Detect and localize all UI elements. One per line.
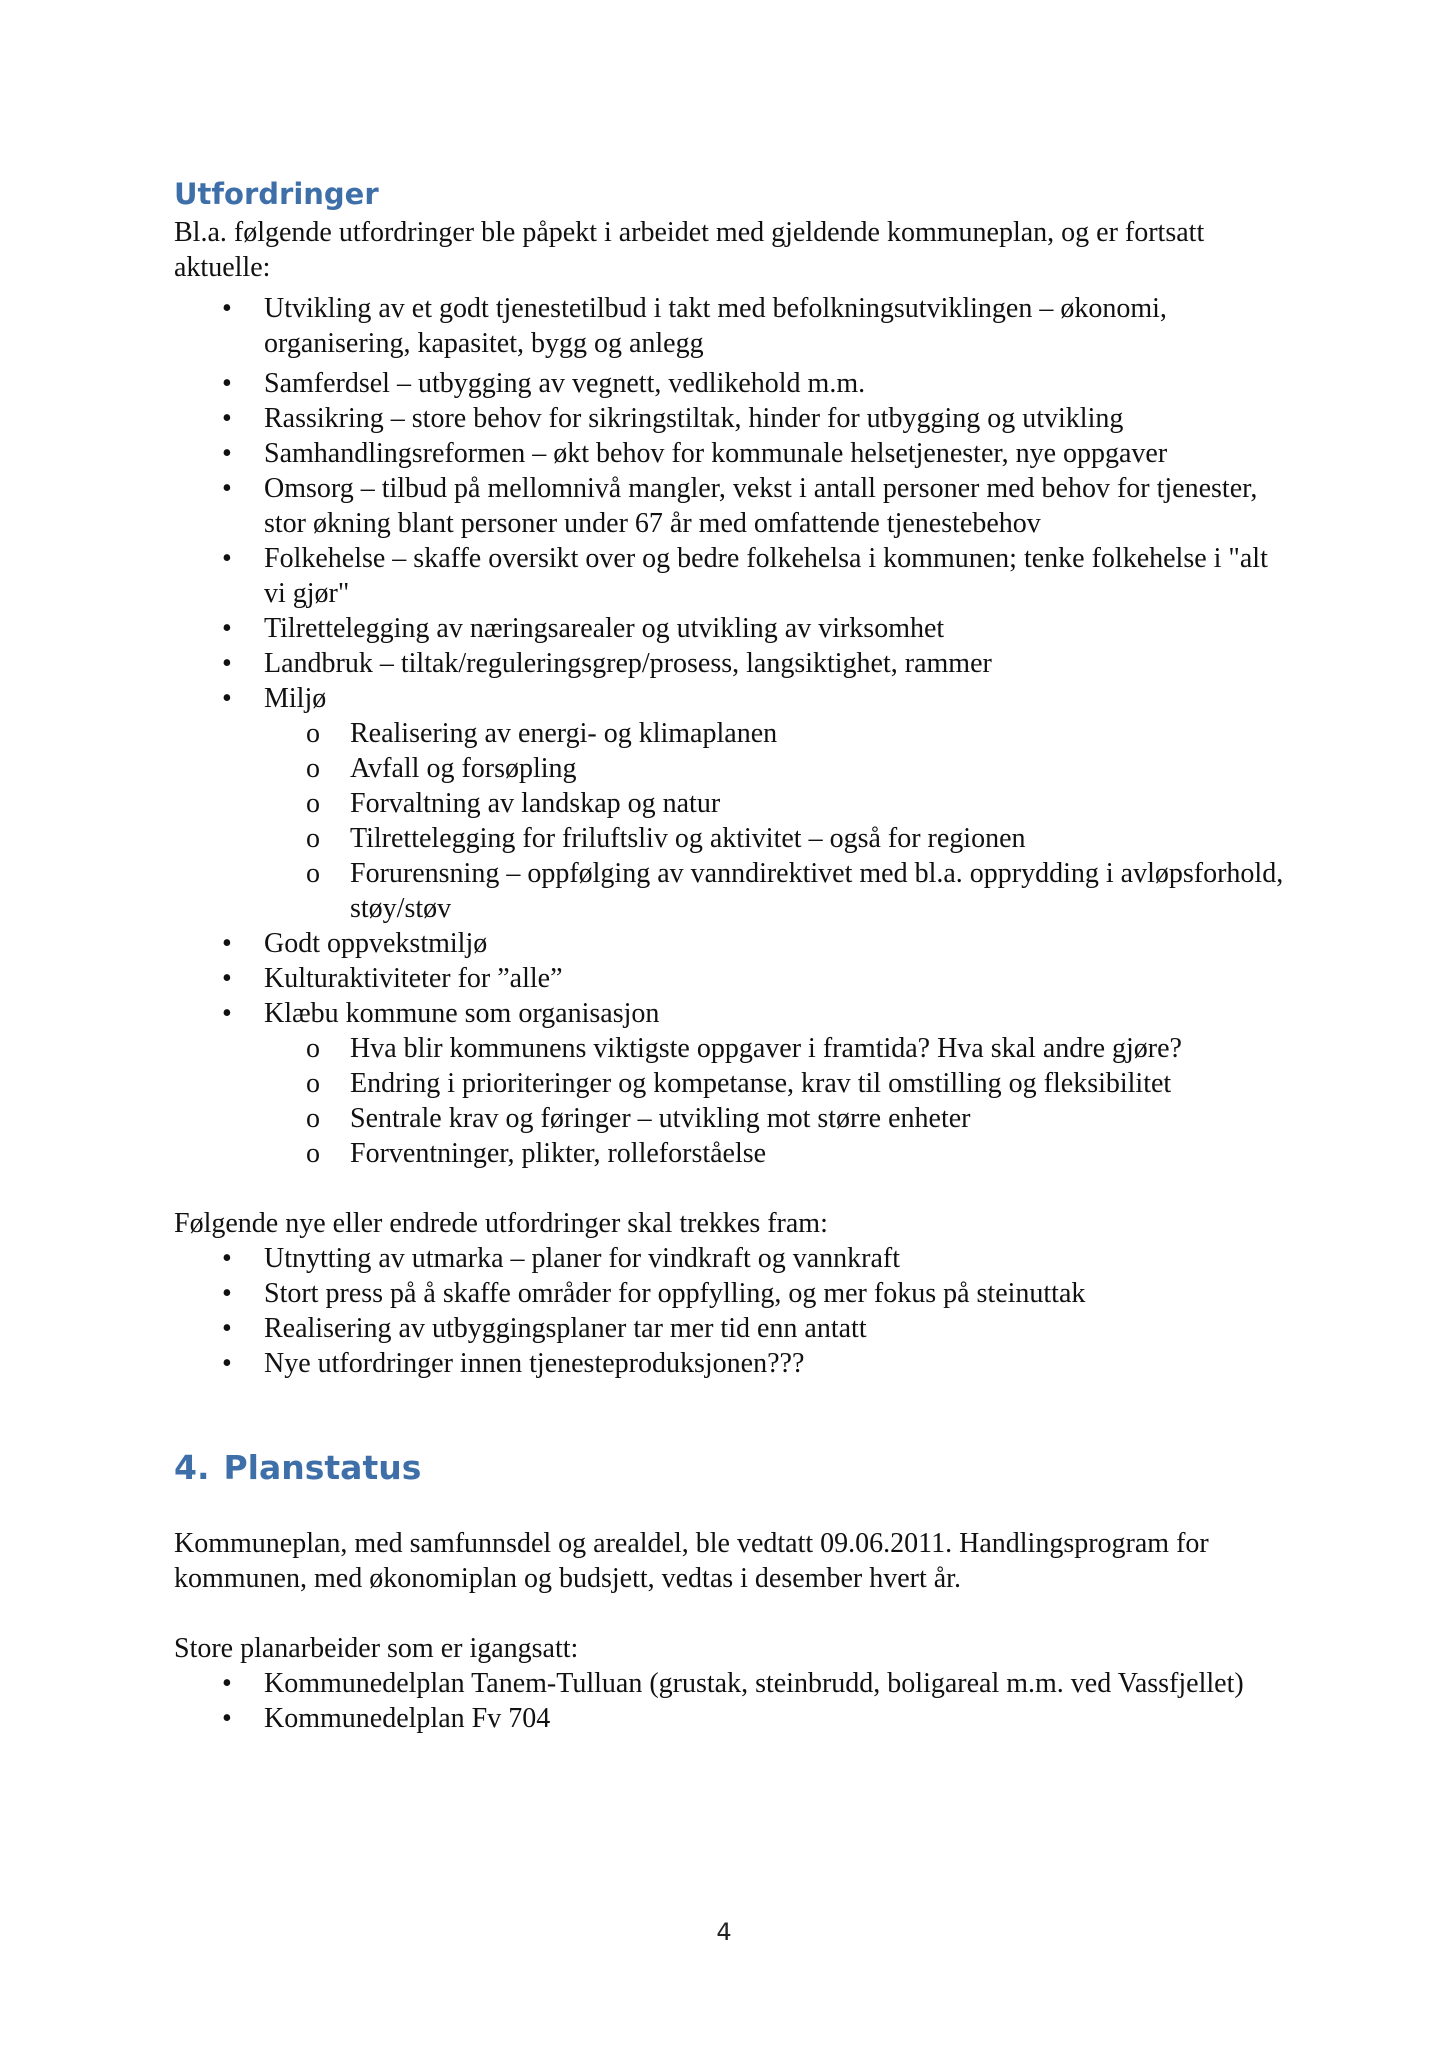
list-item bbox=[174, 1701, 1284, 1736]
list-item-text: Stort press på å skaffe områder for oppfylling, og mer fokus på steinuttak bbox=[264, 1278, 1086, 1309]
list-item bbox=[174, 996, 1284, 1171]
list-item bbox=[174, 646, 1284, 681]
sub-list-item bbox=[174, 1066, 1284, 1101]
list-item-text: Klæbu kommune som organisasjon bbox=[264, 998, 660, 1029]
list-item-text: Godt oppvekstmiljø bbox=[264, 928, 488, 959]
ongoing-intro: Store planarbeider som er igangsatt: bbox=[174, 1633, 579, 1664]
list-item bbox=[174, 681, 1284, 926]
list-item bbox=[174, 1276, 1284, 1311]
sub-list-item bbox=[174, 856, 1284, 926]
list-item bbox=[174, 1666, 1284, 1701]
list-item-text: Kommunedelplan Fv 704 bbox=[264, 1703, 551, 1734]
list-item-text: Forvaltning av landskap og natur bbox=[350, 788, 721, 819]
bullet-icon: • bbox=[222, 1703, 232, 1734]
list-item-text: Nye utfordringer innen tjenesteproduksjonen??? bbox=[264, 1348, 805, 1379]
list-item-text: Kulturaktiviteter for ”alle” bbox=[264, 963, 563, 994]
list-item bbox=[174, 366, 1284, 401]
sub-list-item bbox=[174, 786, 1284, 821]
list-item-text: Realisering av energi- og klimaplanen bbox=[350, 718, 778, 749]
circle-bullet-icon: o bbox=[306, 753, 320, 784]
sub-list-item bbox=[174, 1031, 1284, 1066]
list-item-text: Folkehelse – skaffe oversikt over og bedre folkehelsa i kommunen; tenke folkehelse i "alt vi gjør" bbox=[264, 543, 1268, 609]
list-item-text: Realisering av utbyggingsplaner tar mer tid enn antatt bbox=[264, 1313, 867, 1344]
ongoing-plans-list bbox=[174, 1666, 1284, 1736]
list-item bbox=[174, 1241, 1284, 1276]
section-number: 4. bbox=[174, 1448, 210, 1487]
bullet-icon: • bbox=[222, 1348, 232, 1379]
list-item-text: Tilrettelegging av næringsarealer og utvikling av virksomhet bbox=[264, 613, 945, 644]
list-item bbox=[174, 1311, 1284, 1346]
bullet-icon: • bbox=[222, 1243, 232, 1274]
list-item bbox=[174, 291, 1284, 361]
list-item-text: Kommunedelplan Tanem-Tulluan (grustak, steinbrudd, boligareal m.m. ved Vassfjellet) bbox=[264, 1668, 1244, 1699]
circle-bullet-icon: o bbox=[306, 718, 320, 749]
circle-bullet-icon: o bbox=[306, 1103, 320, 1134]
bullet-icon: • bbox=[222, 928, 232, 959]
bullet-icon: • bbox=[222, 438, 232, 469]
challenges-body bbox=[174, 215, 1284, 1171]
list-item-text: Tilrettelegging for friluftsliv og aktivitet – også for regionen bbox=[350, 823, 1026, 854]
bullet-icon: • bbox=[222, 543, 232, 574]
bullet-icon: • bbox=[222, 998, 232, 1029]
list-item-text: Samhandlingsreformen – økt behov for kommunale helsetjenester, nye oppgaver bbox=[264, 438, 1168, 469]
new-challenges-intro: Følgende nye eller endrede utfordringer skal trekkes fram: bbox=[174, 1208, 828, 1239]
list-item-text: Hva blir kommunens viktigste oppgaver i framtida? Hva skal andre gjøre? bbox=[350, 1033, 1182, 1064]
bullet-icon: • bbox=[222, 1668, 232, 1699]
planstatus-paragraph: Kommuneplan, med samfunnsdel og arealdel, ble vedtatt 09.06.2011. Handlingsprogram for kommunen, med økonomiplan og budsjett, vedtas i desember hvert år. bbox=[174, 1528, 1209, 1594]
sub-list-item bbox=[174, 751, 1284, 786]
sub-list-item bbox=[174, 1101, 1284, 1136]
sub-list-item bbox=[174, 716, 1284, 751]
list-item-text: Landbruk – tiltak/reguleringsgrep/prosess, langsiktighet, rammer bbox=[264, 648, 992, 679]
list-item-text: Endring i prioriteringer og kompetanse, krav til omstilling og fleksibilitet bbox=[350, 1068, 1172, 1099]
sub-list-environment bbox=[264, 716, 1284, 926]
sub-list-item bbox=[174, 821, 1284, 856]
sub-list-organisation bbox=[264, 1031, 1284, 1171]
circle-bullet-icon: o bbox=[306, 823, 320, 854]
challenges-intro: Bl.a. følgende utfordringer ble påpekt i arbeidet med gjeldende kommuneplan, og er fortsatt aktuelle: bbox=[174, 217, 1205, 283]
list-item-text: Utvikling av et godt tjenestetilbud i takt med befolkningsutviklingen – økonomi, organisering, kapasitet, bygg og anlegg bbox=[264, 293, 1167, 359]
list-item bbox=[174, 471, 1284, 541]
list-item-text: Rassikring – store behov for sikringstiltak, hinder for utbygging og utvikling bbox=[264, 403, 1124, 434]
list-item bbox=[174, 401, 1284, 436]
list-item-text: Samferdsel – utbygging av vegnett, vedlikehold m.m. bbox=[264, 368, 866, 399]
sub-list-item bbox=[174, 1136, 1284, 1171]
circle-bullet-icon: o bbox=[306, 1138, 320, 1169]
bullet-icon: • bbox=[222, 473, 232, 504]
list-item bbox=[174, 1346, 1284, 1381]
bullet-icon: • bbox=[222, 368, 232, 399]
bullet-icon: • bbox=[222, 648, 232, 679]
section-heading-planstatus bbox=[174, 1446, 421, 1490]
new-challenges-body bbox=[174, 1206, 1284, 1381]
section-heading-challenges: Utfordringer bbox=[174, 177, 379, 211]
page-number: 4 bbox=[716, 1918, 732, 1946]
list-item-text: Forventninger, plikter, rolleforståelse bbox=[350, 1138, 767, 1169]
bullet-icon: • bbox=[222, 1313, 232, 1344]
section-title: Planstatus bbox=[223, 1448, 422, 1487]
challenges-list bbox=[174, 291, 1284, 1171]
circle-bullet-icon: o bbox=[306, 1068, 320, 1099]
new-challenges-list bbox=[174, 1241, 1284, 1381]
list-item-text: Utnytting av utmarka – planer for vindkraft og vannkraft bbox=[264, 1243, 901, 1274]
list-item-text: Avfall og forsøpling bbox=[350, 753, 577, 784]
list-item-text: Sentrale krav og føringer – utvikling mot større enheter bbox=[350, 1103, 971, 1134]
list-item bbox=[174, 926, 1284, 961]
circle-bullet-icon: o bbox=[306, 788, 320, 819]
bullet-icon: • bbox=[222, 613, 232, 644]
bullet-icon: • bbox=[222, 963, 232, 994]
bullet-icon: • bbox=[222, 683, 232, 714]
planstatus-body bbox=[174, 1526, 1284, 1736]
list-item bbox=[174, 541, 1284, 611]
list-item-text: Omsorg – tilbud på mellomnivå mangler, vekst i antall personer med behov for tjenester, stor økning blant personer under 67 år med omfattende tjenestebehov bbox=[264, 473, 1258, 539]
list-item-text: Forurensning – oppfølging av vanndirektivet med bl.a. opprydding i avløpsforhold, støy/støv bbox=[350, 858, 1284, 924]
list-item bbox=[174, 961, 1284, 996]
list-item bbox=[174, 611, 1284, 646]
bullet-icon: • bbox=[222, 1278, 232, 1309]
circle-bullet-icon: o bbox=[306, 858, 320, 889]
bullet-icon: • bbox=[222, 403, 232, 434]
list-item-text: Miljø bbox=[264, 683, 327, 714]
bullet-icon: • bbox=[222, 293, 232, 324]
circle-bullet-icon: o bbox=[306, 1033, 320, 1064]
list-item bbox=[174, 436, 1284, 471]
